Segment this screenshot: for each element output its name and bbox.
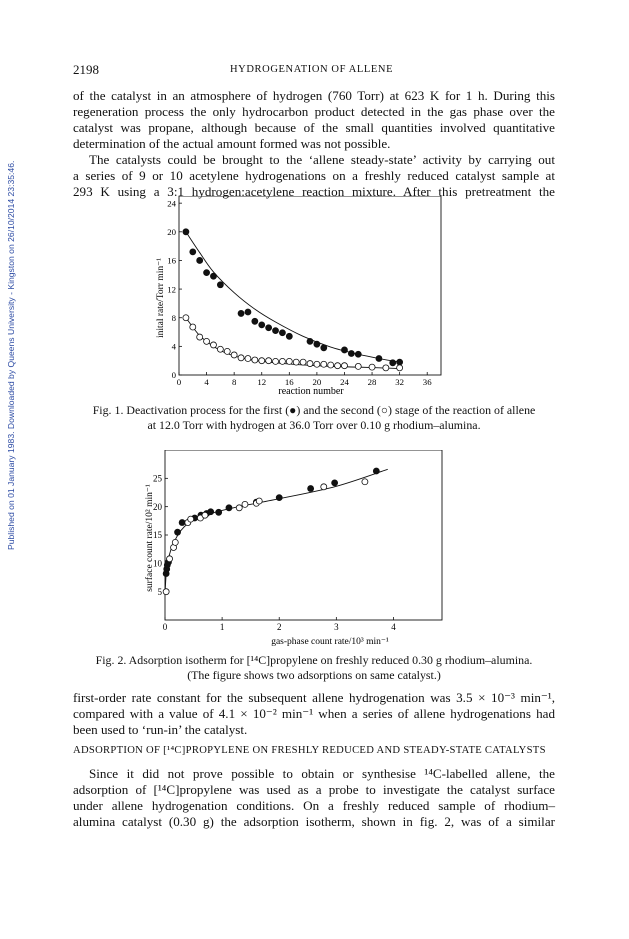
y-tick-label: 25 [153, 473, 162, 484]
text-line: of the catalyst in an atmosphere of hydrogen (760 Torr) at 623 K for 1 h. During this [73, 88, 555, 103]
y-tick-label: 16 [167, 255, 176, 266]
figure-2-xlabel: gas-phase count rate/10³ min⁻¹ [271, 637, 389, 647]
data-point-open [335, 363, 341, 369]
data-point-filled [217, 282, 223, 288]
data-point-open [217, 346, 223, 352]
paragraph-adsorption [73, 766, 555, 830]
data-point-open [300, 359, 306, 365]
text-line: Since it did not prove possible to obtain or synthesise ¹⁴C-labelled allene, the [89, 766, 555, 781]
data-point-open [279, 358, 285, 364]
download-notice: Published on 01 January 1983. Downloaded by Queens University - Kingston on 26/10/2014 23:35:46. [6, 160, 16, 550]
data-point-filled [216, 509, 222, 515]
data-point-open [362, 479, 368, 485]
data-point-open [266, 358, 272, 364]
data-point-open [188, 516, 194, 522]
x-tick-label: 2 [276, 622, 282, 632]
text-line: first-order rate constant for the subsequent allene hydrogenation was 3.5 × 10⁻³ min⁻¹, [73, 690, 555, 705]
figure-2-frame [165, 450, 442, 620]
data-point-open [256, 498, 262, 504]
data-point-open [172, 539, 178, 545]
data-point-filled [376, 356, 382, 362]
y-tick-label: 4 [171, 341, 176, 352]
x-tick-label: 16 [284, 377, 294, 387]
data-point-open [286, 358, 292, 364]
data-point-open [259, 358, 265, 364]
paragraph-steady-state [73, 152, 555, 200]
y-tick-label: 12 [167, 284, 176, 295]
caption-line: Fig. 1. Deactivation process for the first (●) and the second (○) stage of the reaction of allene [92, 403, 536, 417]
text-line: a series of 9 or 10 acetylene hydrogenations on a freshly reduced catalyst sample at [73, 167, 555, 183]
data-point-filled [308, 486, 314, 492]
data-point-open [328, 362, 334, 368]
data-point-open [252, 357, 258, 363]
data-point-open [236, 505, 242, 511]
data-point-open [183, 315, 189, 321]
data-point-filled [321, 345, 327, 351]
text-line: under allene hydrogenation conditions. On a freshly reduced sample of rhodium– [73, 797, 555, 813]
figure-1-ylabel: inital rate/Torr min⁻¹ [156, 257, 166, 339]
data-point-filled [179, 520, 185, 526]
data-point-filled [273, 328, 279, 334]
figure-1-caption [73, 403, 555, 432]
data-point-filled [341, 347, 347, 353]
data-point-filled [276, 495, 282, 501]
text-line: been used to ‘run-in’ the catalyst. [73, 721, 248, 737]
x-tick-label: 0 [176, 377, 182, 387]
data-point-open [273, 358, 279, 364]
figure-2-caption [73, 653, 555, 682]
data-point-filled [266, 325, 272, 331]
fit-curve [186, 232, 400, 362]
data-point-filled [190, 249, 196, 255]
data-point-filled [204, 270, 210, 276]
y-tick-label: 10 [153, 558, 162, 569]
caption-line: (The figure shows two adsorptions on same catalyst.) [187, 667, 441, 682]
text-line: alumina catalyst (0.30 g) the adsorption isotherm, shown in fig. 2, was of a similar [73, 813, 555, 829]
data-point-open [242, 501, 248, 507]
data-point-open [307, 361, 313, 367]
x-tick-label: 12 [257, 377, 267, 387]
caption-line: at 12.0 Torr with hydrogen at 36.0 Torr over 0.10 g rhodium–alumina. [147, 417, 481, 432]
fit-curve [186, 318, 400, 369]
data-point-filled [175, 529, 181, 535]
data-point-filled [210, 273, 216, 279]
x-tick-label: 0 [162, 622, 168, 632]
data-point-filled [355, 351, 361, 357]
y-tick-label: 5 [157, 586, 162, 597]
data-point-open [245, 356, 251, 362]
x-tick-label: 3 [334, 622, 339, 632]
fit-curve [165, 469, 388, 594]
data-point-open [321, 484, 327, 490]
data-point-open [321, 361, 327, 367]
data-point-filled [307, 338, 313, 344]
y-tick-label: 8 [171, 312, 176, 323]
data-point-open [163, 589, 169, 595]
x-tick-label: 24 [340, 377, 349, 387]
data-point-filled [252, 318, 258, 324]
figure-1-xlabel: reaction number [278, 386, 344, 397]
data-point-open [369, 364, 375, 370]
y-tick-label: 24 [167, 198, 176, 209]
data-point-open [210, 342, 216, 348]
data-point-filled [279, 330, 285, 336]
data-point-open [341, 363, 347, 369]
x-tick-label: 28 [367, 377, 377, 387]
x-tick-label: 32 [395, 377, 405, 387]
data-point-open [197, 334, 203, 340]
data-point-filled [286, 333, 292, 339]
data-point-filled [208, 509, 214, 515]
paragraph-regeneration [73, 88, 555, 152]
data-point-filled [332, 480, 338, 486]
data-point-filled [348, 351, 354, 357]
data-point-open [224, 348, 230, 354]
data-point-filled [397, 359, 403, 365]
y-tick-label: 15 [153, 530, 162, 541]
data-point-open [293, 359, 299, 365]
text-line: The catalysts could be brought to the ‘allene steady-state’ activity by carrying out [89, 152, 555, 167]
data-point-open [314, 361, 320, 367]
text-line: catalyst was propane, although because of the small quantities involved quantitative [73, 119, 555, 135]
y-tick-label: 20 [167, 227, 176, 237]
data-point-open [202, 512, 208, 518]
page-number: 2198 [73, 62, 99, 77]
text-line: compared with a value of 4.1 × 10⁻² min⁻¹ when a series of allene hydrogenations had [73, 705, 555, 721]
figure-2-adsorption-isotherm [0, 450, 629, 650]
paragraph-rate-constant [73, 690, 555, 738]
data-point-filled [245, 309, 251, 315]
data-point-open [204, 338, 210, 344]
y-tick-label: 20 [153, 501, 162, 512]
section-heading: ADSORPTION OF [¹⁴C]PROPYLENE ON FRESHLY REDUCED AND STEADY-STATE CATALYSTS [73, 745, 546, 756]
text-line: 293 K using a 3:1 hydrogen:acetylene reaction mixture. After this pretreatment the [73, 183, 555, 199]
data-point-filled [390, 360, 396, 366]
y-tick-label: 0 [171, 370, 176, 381]
x-tick-label: 20 [312, 377, 322, 387]
data-point-open [167, 556, 173, 562]
x-tick-label: 4 [391, 622, 396, 632]
figure-2-ylabel: surface count rate/10² min⁻¹ [145, 484, 155, 592]
x-tick-label: 36 [422, 377, 432, 387]
data-point-filled [238, 310, 244, 316]
data-point-filled [197, 257, 203, 263]
caption-line: Fig. 2. Adsorption isotherm for [¹⁴C]propylene on freshly reduced 0.30 g rhodium–alumina. [95, 653, 533, 667]
x-tick-label: 8 [231, 377, 237, 387]
data-point-open [397, 365, 403, 371]
text-line: determination of the actual amount formed was not possible. [73, 135, 391, 151]
data-point-filled [259, 322, 265, 328]
data-point-filled [183, 229, 189, 235]
text-line: regeneration process the only hydrocarbon product detected in the gas phase over the [73, 103, 555, 119]
data-point-open [190, 324, 196, 330]
data-point-open [238, 355, 244, 361]
text-line: adsorption of [¹⁴C]propylene was used as a probe to investigate the catalyst surface [73, 781, 555, 797]
data-point-filled [314, 341, 320, 347]
figure-1-deactivation-chart [0, 196, 629, 426]
data-point-filled [226, 505, 232, 511]
x-tick-label: 1 [219, 622, 225, 632]
data-point-open [355, 363, 361, 369]
running-head: HYDROGENATION OF ALLENE [230, 64, 394, 75]
x-tick-label: 4 [204, 377, 209, 387]
data-point-open [383, 365, 389, 371]
data-point-open [231, 352, 237, 358]
data-point-filled [373, 468, 379, 474]
